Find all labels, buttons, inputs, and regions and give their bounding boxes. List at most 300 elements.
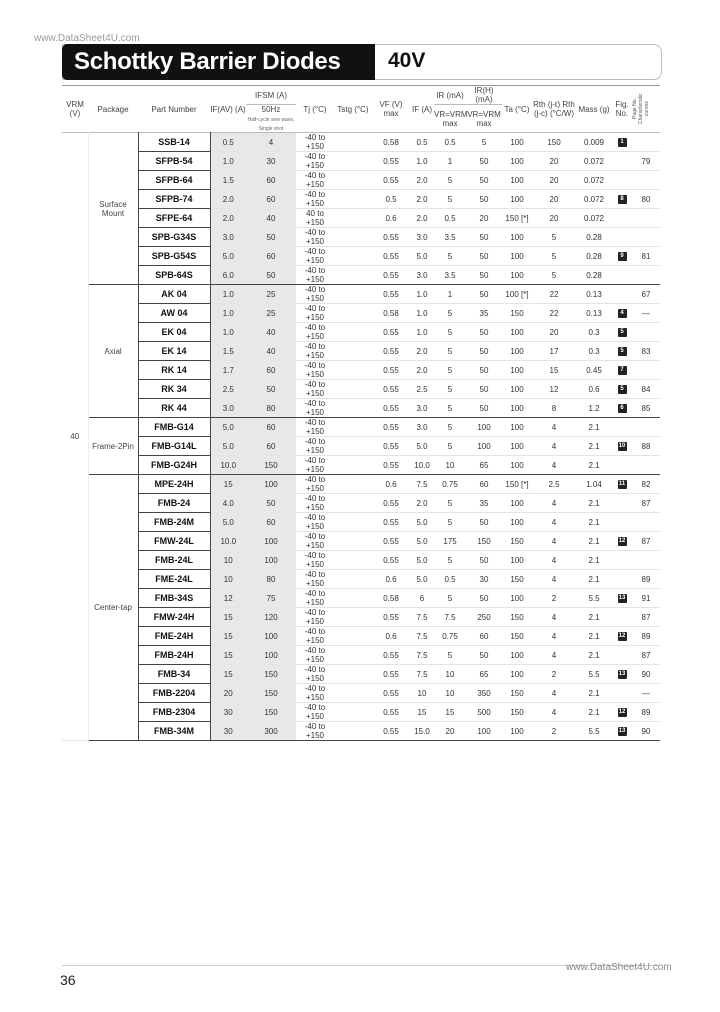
if-cell: 1.0 [210, 323, 246, 342]
page-cell [632, 171, 660, 190]
page-cell: 67 [632, 285, 660, 304]
if2-cell: 3.0 [410, 266, 434, 285]
fig-badge: 12 [618, 708, 626, 715]
if2-cell: 7.5 [410, 475, 434, 494]
fig-badge: 12 [618, 537, 626, 544]
if-cell: 12 [210, 589, 246, 608]
ifsm-cell: 100 [246, 475, 296, 494]
part-number-cell: FME-24H [138, 627, 210, 646]
col-page: Page No. Characteristic curves [632, 93, 650, 125]
tj-cell: -40 to +150 [296, 361, 334, 380]
fig-cell [612, 361, 632, 380]
if2-cell: 2.0 [410, 209, 434, 228]
ifsm-cell: 60 [246, 437, 296, 456]
vf-cell: 0.55 [372, 532, 410, 551]
ta-cell: 100 [502, 589, 532, 608]
vf-cell: 0.6 [372, 475, 410, 494]
fig-cell [612, 570, 632, 589]
rth-cell: 4 [532, 494, 576, 513]
ir-cell: 0.5 [434, 570, 466, 589]
ifsm-cell: 150 [246, 703, 296, 722]
part-number-cell: FMW-24H [138, 608, 210, 627]
if-cell: 1.7 [210, 361, 246, 380]
page-cell: 79 [632, 152, 660, 171]
if2-cell: 15.0 [410, 722, 434, 741]
tstg-cell [334, 646, 372, 665]
part-number-cell: EK 04 [138, 323, 210, 342]
vrm-cell: 40 [62, 133, 88, 741]
fig-cell [612, 437, 632, 456]
page-cell [632, 266, 660, 285]
mass-cell: 2.1 [576, 608, 612, 627]
mass-cell: 0.28 [576, 228, 612, 247]
ir-cell: 7.5 [434, 608, 466, 627]
vf-cell: 0.55 [372, 266, 410, 285]
part-number-cell: EK 14 [138, 342, 210, 361]
fig-badge: 5 [618, 328, 627, 337]
page-cell [632, 456, 660, 475]
ir-cell: 5 [434, 494, 466, 513]
rth-cell: 4 [532, 437, 576, 456]
col-ta: Ta (°C) [504, 104, 530, 114]
ir-cell: 3.5 [434, 266, 466, 285]
fig-cell [612, 456, 632, 475]
mass-cell: 2.1 [576, 437, 612, 456]
ifsm-cell: 150 [246, 665, 296, 684]
rth-cell: 20 [532, 323, 576, 342]
tstg-cell [334, 418, 372, 437]
page-cell: — [632, 304, 660, 323]
tj-cell: -40 to +150 [296, 133, 334, 152]
table-row [62, 665, 660, 684]
if-cell: 4.0 [210, 494, 246, 513]
ta-cell: 100 [502, 456, 532, 475]
mass-cell: 0.072 [576, 190, 612, 209]
tstg-cell [334, 513, 372, 532]
col-irh: IR(H) (mA) [474, 86, 494, 104]
mass-cell: 0.072 [576, 209, 612, 228]
ifsm-cell: 50 [246, 380, 296, 399]
ir-cell: 5 [434, 646, 466, 665]
ifsm-cell: 30 [246, 152, 296, 171]
vf-cell: 0.55 [372, 437, 410, 456]
tj-cell: -40 to +150 [296, 475, 334, 494]
ta-cell: 100 [502, 551, 532, 570]
mass-cell: 0.3 [576, 342, 612, 361]
rth-cell: 17 [532, 342, 576, 361]
mass-cell: 2.1 [576, 646, 612, 665]
rth-cell: 15 [532, 361, 576, 380]
mass-cell: 0.13 [576, 304, 612, 323]
table-row [62, 152, 660, 171]
if-cell: 10 [210, 551, 246, 570]
ir-cell: 5 [434, 551, 466, 570]
if-cell: 1.0 [210, 304, 246, 323]
part-number-cell: SFPB-64 [138, 171, 210, 190]
ta-cell: 100 [502, 494, 532, 513]
table-row [62, 494, 660, 513]
irh-cell: 65 [466, 456, 502, 475]
table-row [62, 475, 660, 494]
fig-cell [612, 399, 632, 418]
ir-cell: 5 [434, 437, 466, 456]
irh-cell: 50 [466, 589, 502, 608]
page-cell [632, 418, 660, 437]
ta-cell: 100 [502, 323, 532, 342]
vf-cell: 0.55 [372, 380, 410, 399]
ir-cell: 5 [434, 418, 466, 437]
page-cell: 82 [632, 475, 660, 494]
page-cell [632, 551, 660, 570]
tj-cell: -40 to +150 [296, 247, 334, 266]
tstg-cell [334, 665, 372, 684]
irh-cell: 60 [466, 627, 502, 646]
tj-cell: -40 to +150 [296, 627, 334, 646]
ifsm-cell: 50 [246, 494, 296, 513]
part-number-cell: FMB-G24H [138, 456, 210, 475]
fig-cell [612, 285, 632, 304]
if2-cell: 5.0 [410, 532, 434, 551]
tj-cell: -40 to +150 [296, 323, 334, 342]
col-tj: Tj (°C) [303, 104, 327, 114]
fig-cell [612, 513, 632, 532]
tj-cell: 40 to +150 [296, 209, 334, 228]
fig-cell [612, 532, 632, 551]
vf-cell: 0.55 [372, 228, 410, 247]
ir-cell: 5 [434, 380, 466, 399]
table-row [62, 589, 660, 608]
ir-cell: 5 [434, 323, 466, 342]
package-cell: Axial [88, 285, 138, 418]
tj-cell: -40 to +150 [296, 665, 334, 684]
if-cell: 10.0 [210, 456, 246, 475]
tstg-cell [334, 722, 372, 741]
vf-cell: 0.58 [372, 589, 410, 608]
if2-cell: 10 [410, 684, 434, 703]
ta-cell: 150 [502, 304, 532, 323]
ifsm-cell: 25 [246, 304, 296, 323]
ir-cell: 5 [434, 171, 466, 190]
rth-cell: 20 [532, 152, 576, 171]
page-cell [632, 323, 660, 342]
ta-cell: 100 [502, 418, 532, 437]
if-cell: 1.0 [210, 285, 246, 304]
ir-cell: 0.5 [434, 209, 466, 228]
mass-cell: 2.1 [576, 456, 612, 475]
vf-cell: 0.55 [372, 152, 410, 171]
ir-cell: 10 [434, 665, 466, 684]
part-number-cell: FMB-24L [138, 551, 210, 570]
if-cell: 6.0 [210, 266, 246, 285]
irh-cell: 500 [466, 703, 502, 722]
if2-cell: 5.0 [410, 247, 434, 266]
mass-cell: 1.04 [576, 475, 612, 494]
ta-cell: 100 [502, 133, 532, 152]
tj-cell: -40 to +150 [296, 513, 334, 532]
if-cell: 1.0 [210, 152, 246, 171]
voltage-rating: 40V [388, 49, 426, 72]
irh-cell: 50 [466, 228, 502, 247]
table-row [62, 190, 660, 209]
tstg-cell [334, 171, 372, 190]
irh-cell: 30 [466, 570, 502, 589]
ta-cell: 100 [502, 665, 532, 684]
irh-cell: 20 [466, 209, 502, 228]
ta-cell: 100 [*] [502, 285, 532, 304]
if-cell: 2.5 [210, 380, 246, 399]
fig-badge: 13 [618, 594, 626, 601]
ifsm-cell: 40 [246, 323, 296, 342]
ir-cell: 5 [434, 589, 466, 608]
ta-cell: 100 [502, 228, 532, 247]
tj-cell: -40 to +150 [296, 703, 334, 722]
page-cell: 83 [632, 342, 660, 361]
if2-cell: 7.5 [410, 646, 434, 665]
rth-cell: 12 [532, 380, 576, 399]
if2-cell: 5.0 [410, 513, 434, 532]
rth-cell: 22 [532, 304, 576, 323]
col-vrm: VRM (V) [66, 100, 84, 118]
tstg-cell [334, 551, 372, 570]
ifsm-cell: 100 [246, 551, 296, 570]
ir-cell: 1 [434, 285, 466, 304]
fig-cell [612, 627, 632, 646]
mass-cell: 0.6 [576, 380, 612, 399]
table-body [62, 133, 660, 741]
tstg-cell [334, 684, 372, 703]
irh-cell: 60 [466, 475, 502, 494]
ir-cell: 10 [434, 684, 466, 703]
part-number-cell: SFPE-64 [138, 209, 210, 228]
irh-cell: 250 [466, 608, 502, 627]
fig-badge: 11 [618, 480, 626, 487]
rth-cell: 2 [532, 665, 576, 684]
if-cell: 15 [210, 475, 246, 494]
irh-cell: 35 [466, 304, 502, 323]
vf-cell: 0.55 [372, 361, 410, 380]
mass-cell: 0.45 [576, 361, 612, 380]
tj-cell: -40 to +150 [296, 285, 334, 304]
ifsm-cell: 4 [246, 133, 296, 152]
if2-cell: 2.0 [410, 171, 434, 190]
if-cell: 15 [210, 665, 246, 684]
rth-cell: 4 [532, 456, 576, 475]
part-number-cell: RK 34 [138, 380, 210, 399]
ta-cell: 150 [502, 703, 532, 722]
if2-cell: 7.5 [410, 627, 434, 646]
tstg-cell [334, 323, 372, 342]
vf-cell: 0.55 [372, 456, 410, 475]
tstg-cell [334, 285, 372, 304]
page-number: 36 [60, 972, 76, 988]
irh-cell: 50 [466, 285, 502, 304]
tstg-cell [334, 456, 372, 475]
part-number-cell: FMB-2304 [138, 703, 210, 722]
tstg-cell [334, 152, 372, 171]
if2-cell: 0.5 [410, 133, 434, 152]
rth-cell: 4 [532, 418, 576, 437]
ir-cell: 3.5 [434, 228, 466, 247]
vf-cell: 0.6 [372, 209, 410, 228]
col-ifsm-sub: 50Hz Half-cycle sine wave, Single shot [247, 105, 295, 132]
vf-cell: 0.55 [372, 323, 410, 342]
if2-cell: 5.0 [410, 551, 434, 570]
part-number-cell: SPB-G34S [138, 228, 210, 247]
ta-cell: 150 [*] [502, 475, 532, 494]
irh-cell: 5 [466, 133, 502, 152]
part-number-cell: SFPB-74 [138, 190, 210, 209]
fig-cell [612, 475, 632, 494]
col-part-number: Part Number [151, 104, 197, 114]
ta-cell: 100 [502, 190, 532, 209]
vf-cell: 0.55 [372, 722, 410, 741]
if-cell: 3.0 [210, 228, 246, 247]
tj-cell: -40 to +150 [296, 380, 334, 399]
tstg-cell [334, 608, 372, 627]
rth-cell: 4 [532, 703, 576, 722]
fig-badge: 8 [618, 195, 627, 204]
part-number-cell: FMB-24H [138, 646, 210, 665]
if2-cell: 7.5 [410, 608, 434, 627]
ifsm-cell: 25 [246, 285, 296, 304]
vf-cell: 0.55 [372, 703, 410, 722]
rth-cell: 2 [532, 589, 576, 608]
fig-badge: 9 [618, 252, 627, 261]
tstg-cell [334, 190, 372, 209]
fig-cell [612, 171, 632, 190]
ir-cell: 0.75 [434, 475, 466, 494]
irh-cell: 35 [466, 494, 502, 513]
if2-cell: 5.0 [410, 437, 434, 456]
mass-cell: 2.1 [576, 570, 612, 589]
part-number-cell: FMB-34 [138, 665, 210, 684]
fig-cell [612, 646, 632, 665]
page-cell: 90 [632, 722, 660, 741]
irh-cell: 50 [466, 513, 502, 532]
ta-cell: 100 [502, 266, 532, 285]
tj-cell: -40 to +150 [296, 342, 334, 361]
tj-cell: -40 to +150 [296, 228, 334, 247]
ifsm-cell: 100 [246, 532, 296, 551]
ifsm-cell: 60 [246, 190, 296, 209]
table-row [62, 532, 660, 551]
fig-cell [612, 418, 632, 437]
ifsm-cell: 60 [246, 247, 296, 266]
if-cell: 15 [210, 627, 246, 646]
if-cell: 20 [210, 684, 246, 703]
fig-badge: 1 [618, 138, 627, 147]
vf-cell: 0.55 [372, 665, 410, 684]
mass-cell: 5.5 [576, 665, 612, 684]
ir-cell: 175 [434, 532, 466, 551]
tj-cell: -40 to +150 [296, 304, 334, 323]
table-row [62, 342, 660, 361]
ifsm-cell: 120 [246, 608, 296, 627]
ta-cell: 100 [502, 247, 532, 266]
irh-cell: 50 [466, 190, 502, 209]
tj-cell: -40 to +150 [296, 171, 334, 190]
ir-cell: 5 [434, 247, 466, 266]
package-cell: Center-tap [88, 475, 138, 741]
vf-cell: 0.55 [372, 513, 410, 532]
tj-cell: -40 to +150 [296, 494, 334, 513]
vf-cell: 0.55 [372, 684, 410, 703]
tstg-cell [334, 437, 372, 456]
if2-cell: 7.5 [410, 665, 434, 684]
rth-cell: 22 [532, 285, 576, 304]
vf-cell: 0.55 [372, 399, 410, 418]
fig-cell [612, 133, 632, 152]
fig-badge: 6 [618, 404, 627, 413]
rth-cell: 5 [532, 228, 576, 247]
ta-cell: 150 [502, 570, 532, 589]
table-row [62, 551, 660, 570]
part-number-cell: SPB-64S [138, 266, 210, 285]
if-cell: 2.0 [210, 209, 246, 228]
page-cell [632, 133, 660, 152]
ir-cell: 5 [434, 513, 466, 532]
fig-cell [612, 551, 632, 570]
tj-cell: -40 to +150 [296, 532, 334, 551]
page-cell: 87 [632, 646, 660, 665]
part-number-cell: FME-24L [138, 570, 210, 589]
ifsm-cell: 40 [246, 209, 296, 228]
page-cell: 87 [632, 532, 660, 551]
irh-cell: 50 [466, 380, 502, 399]
tj-cell: -40 to +150 [296, 456, 334, 475]
table-row [62, 722, 660, 741]
vf-cell: 0.55 [372, 608, 410, 627]
ta-cell: 100 [502, 380, 532, 399]
table-row [62, 570, 660, 589]
rth-cell: 4 [532, 608, 576, 627]
tstg-cell [334, 399, 372, 418]
ifsm-cell: 50 [246, 228, 296, 247]
vf-cell: 0.55 [372, 551, 410, 570]
vf-cell: 0.55 [372, 418, 410, 437]
rth-cell: 20 [532, 209, 576, 228]
page-cell: 80 [632, 190, 660, 209]
rth-cell: 4 [532, 684, 576, 703]
col-vf: VF (V) max [379, 100, 403, 118]
if2-cell: 3.0 [410, 418, 434, 437]
vf-cell: 0.55 [372, 342, 410, 361]
fig-badge: 5 [618, 385, 627, 394]
rth-cell: 150 [532, 133, 576, 152]
if-cell: 5.0 [210, 437, 246, 456]
vf-cell: 0.55 [372, 285, 410, 304]
tstg-cell [334, 494, 372, 513]
fig-cell [612, 228, 632, 247]
if-cell: 5.0 [210, 418, 246, 437]
tj-cell: -40 to +150 [296, 646, 334, 665]
mass-cell: 0.3 [576, 323, 612, 342]
ta-cell: 100 [502, 361, 532, 380]
fig-badge: 13 [618, 670, 626, 677]
tstg-cell [334, 247, 372, 266]
if2-cell: 10.0 [410, 456, 434, 475]
ir-cell: 5 [434, 399, 466, 418]
part-number-cell: AW 04 [138, 304, 210, 323]
part-number-cell: FMB-34M [138, 722, 210, 741]
mass-cell: 2.1 [576, 551, 612, 570]
table-row [62, 437, 660, 456]
fig-cell [612, 323, 632, 342]
fig-cell [612, 209, 632, 228]
rth-cell: 4 [532, 646, 576, 665]
ifsm-cell: 100 [246, 646, 296, 665]
if2-cell: 2.0 [410, 342, 434, 361]
